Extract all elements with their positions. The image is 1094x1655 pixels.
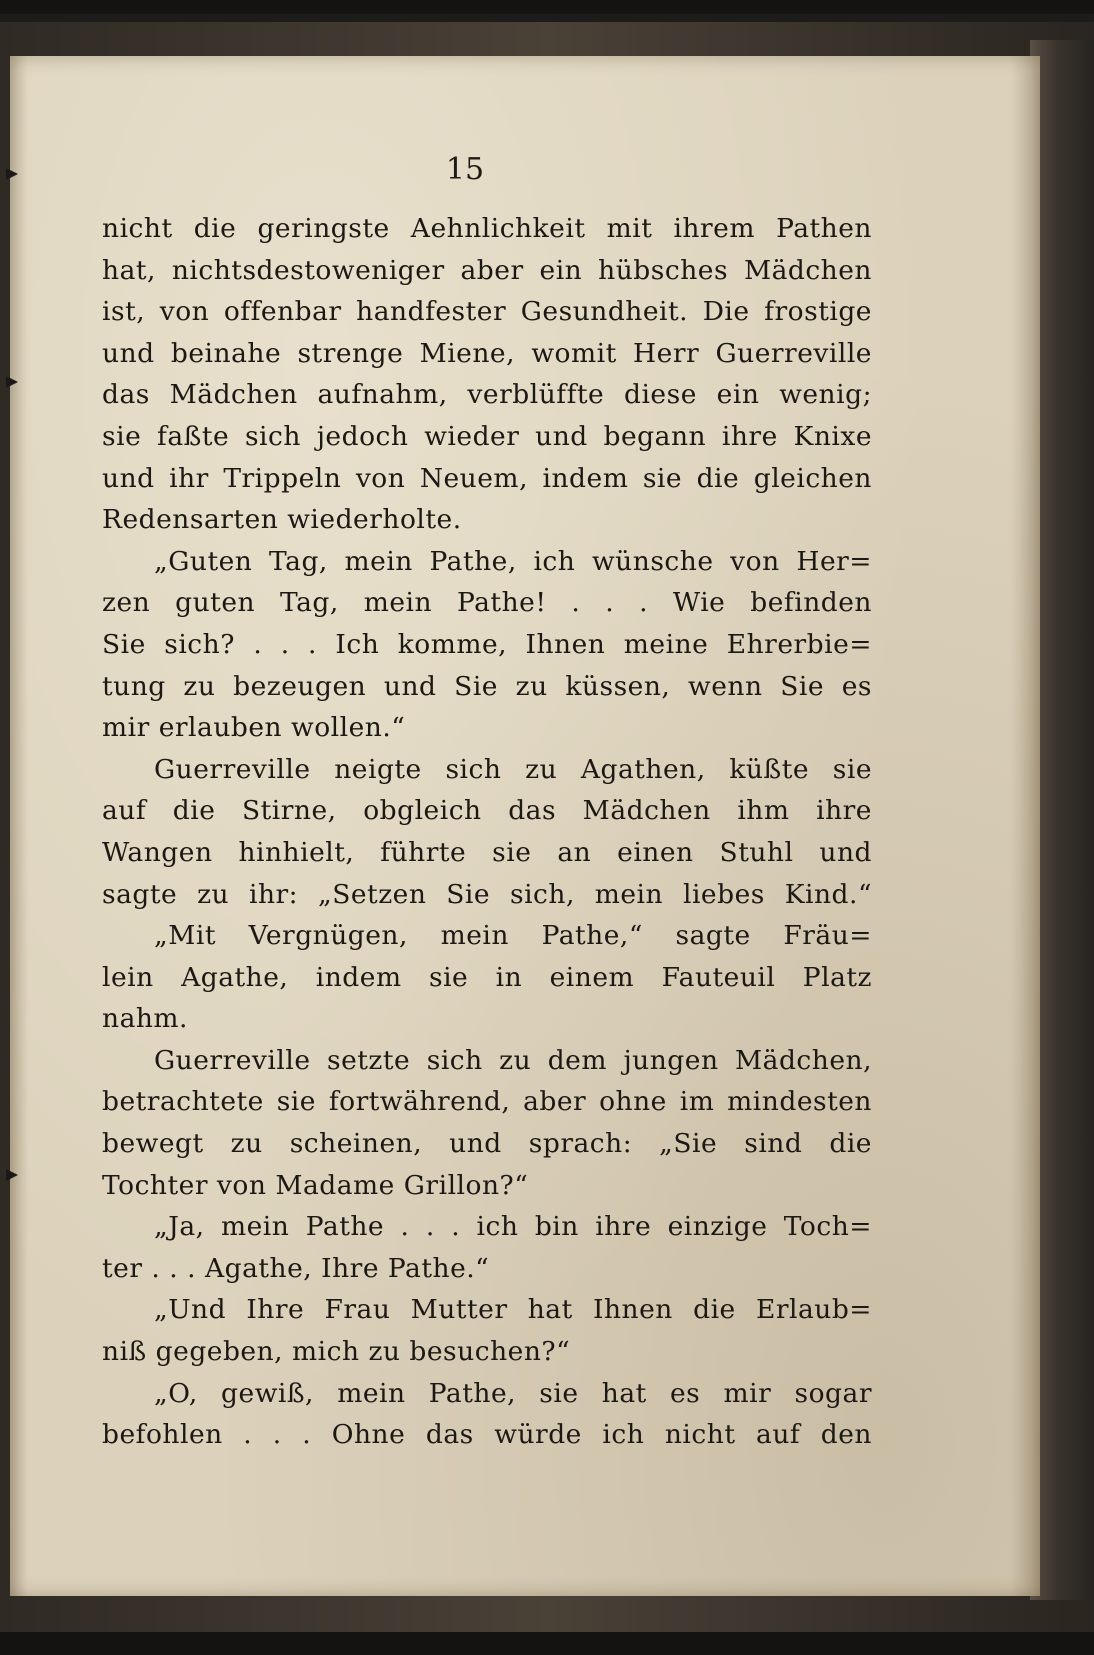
text-line: hat, nichtsdestoweniger aber ein hübsches Mädchen bbox=[102, 254, 872, 286]
text-line: „Ja, mein Pathe . . . ich bin ihre einzige Toch= bbox=[154, 1211, 872, 1243]
text-line: „O, gewiß, mein Pathe, sie hat es mir sogar bbox=[154, 1377, 872, 1409]
text-line: und ihr Trippeln von Neuem, indem sie die gleichen bbox=[102, 462, 872, 494]
text-line: „Mit Vergnügen, mein Pathe,“ sagte Fräu= bbox=[154, 920, 872, 952]
text-line: Redensarten wiederholte. bbox=[102, 504, 462, 536]
text-line: nicht die geringste Aehnlichkeit mit ihrem Pathen bbox=[102, 213, 872, 244]
margin-marker-icon bbox=[6, 168, 18, 180]
text-line: „Guten Tag, mein Pathe, ich wünsche von Her= bbox=[154, 545, 872, 577]
text-line: sagte zu ihr: „Setzen Sie sich, mein liebes Kind.“ bbox=[102, 878, 872, 910]
text-line: tung zu bezeugen und Sie zu küssen, wenn Sie es bbox=[102, 670, 872, 702]
text-line: bewegt zu scheinen, und sprach: „Sie sind die bbox=[102, 1128, 872, 1160]
text-line: nahm. bbox=[102, 1003, 188, 1035]
text-line: Wangen hinhielt, führte sie an einen Stuhl und bbox=[102, 836, 872, 868]
text-line: lein Agathe, indem sie in einem Fauteuil Platz bbox=[102, 961, 872, 993]
text-line: Sie sich? . . . Ich komme, Ihnen meine Ehrerbie= bbox=[102, 628, 872, 660]
text-line: Tochter von Madame Grillon?“ bbox=[102, 1169, 529, 1201]
text-line: Guerreville neigte sich zu Agathen, küßte sie bbox=[154, 753, 872, 785]
text-line: zen guten Tag, mein Pathe! . . . Wie befinden bbox=[102, 587, 872, 619]
margin-marker-icon bbox=[6, 1169, 18, 1181]
text-line: auf die Stirne, obgleich das Mädchen ihm ihre bbox=[102, 795, 872, 827]
text-line: mir erlauben wollen.“ bbox=[102, 712, 406, 744]
text-line: das Mädchen aufnahm, verblüffte diese ein wenig; bbox=[102, 379, 872, 411]
page-number: 15 bbox=[445, 152, 485, 187]
text-line: Guerreville setzte sich zu dem jungen Mädchen, bbox=[154, 1044, 872, 1076]
text-line: niß gegeben, mich zu besuchen?“ bbox=[102, 1336, 571, 1368]
text-line: „Und Ihre Frau Mutter hat Ihnen die Erlaub= bbox=[154, 1294, 872, 1326]
text-line: befohlen . . . Ohne das würde ich nicht auf den bbox=[102, 1419, 872, 1451]
book-page bbox=[10, 56, 1040, 1596]
text-line: und beinahe strenge Miene, womit Herr Guerreville bbox=[102, 337, 872, 369]
page-text bbox=[102, 208, 872, 1456]
text-line: sie faßte sich jedoch wieder und begann ihre Knixe bbox=[102, 420, 872, 452]
margin-marker-icon bbox=[6, 376, 18, 388]
text-line: ter . . . Agathe, Ihre Pathe.“ bbox=[102, 1252, 490, 1284]
text-line: ist, von offenbar handfester Gesundheit. Die frostige bbox=[102, 296, 872, 328]
text-line: betrachtete sie fortwährend, aber ohne im mindesten bbox=[102, 1086, 872, 1118]
